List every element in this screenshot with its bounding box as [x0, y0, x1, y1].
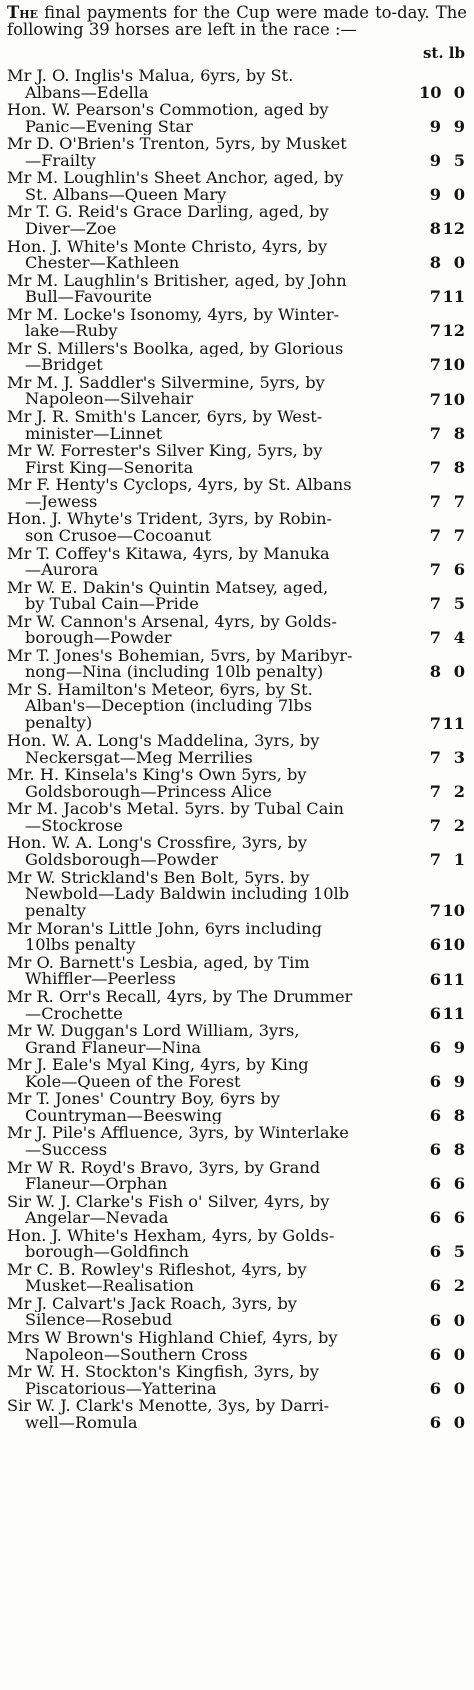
weight	[415, 82, 465, 102]
entry-line-3: penalty)	[25, 712, 93, 732]
weight-pounds: 0	[453, 253, 465, 273]
weight-stones: 7	[429, 423, 441, 443]
weight	[415, 491, 465, 511]
entry-line-1: Mr T. Jones's Bohemian, 5vrs, by Maribyr-	[7, 647, 353, 665]
list-item	[7, 204, 467, 238]
weight-stones: 6	[429, 935, 441, 955]
entry-line-2: minister—Linnet	[25, 425, 163, 443]
entry-line-2: well—Romula	[25, 1414, 138, 1432]
weight-pounds: 10	[442, 935, 465, 955]
weight	[415, 323, 465, 340]
weight-pounds: 9	[453, 1071, 465, 1091]
entry-line-1: Mr J. Calvart's Jack Roach, 3yrs, by	[7, 1295, 297, 1313]
entry-line-1: Mr W. H. Stockton's Kingfish, 3yrs, by	[7, 1364, 319, 1381]
list-item	[7, 733, 467, 767]
weight	[415, 781, 465, 801]
intro-paragraph	[7, 4, 467, 38]
list-item	[7, 1091, 467, 1125]
weight-stones: 7	[429, 560, 441, 580]
weight-pounds: 8	[453, 1140, 465, 1160]
weight	[415, 903, 465, 920]
entry-line-2: Countryman—Beeswing	[25, 1107, 223, 1125]
weight-pounds: 0	[453, 184, 465, 204]
list-item	[7, 1262, 467, 1296]
weight-pounds: 0	[453, 662, 465, 682]
weight	[415, 1176, 465, 1193]
weight-stones: 6	[429, 1071, 441, 1091]
entry-line-2: Kole—Queen of the Forest	[25, 1073, 241, 1091]
weight-pounds: 8	[453, 1105, 465, 1125]
weight-column-header: st. lb	[422, 44, 465, 62]
weight	[415, 423, 465, 443]
weight-pounds: 10	[442, 389, 465, 409]
weight	[415, 747, 465, 767]
weight-stones: 7	[429, 628, 441, 648]
entry-line-2: lake—Ruby	[25, 323, 118, 340]
weight	[415, 1310, 465, 1330]
weight	[415, 1105, 465, 1125]
entry-line-2: Piscatorious—Yatterina	[25, 1380, 217, 1398]
weight-stones: 6	[429, 1105, 441, 1125]
entry-line-2: Flaneur—Orphan	[25, 1176, 168, 1193]
weight-stones: 6	[429, 1174, 441, 1194]
weight-stones: 7	[429, 815, 441, 835]
entry-line-1: Hon. J. Whyte's Trident, 3yrs, by Robin-	[7, 511, 332, 528]
weight	[415, 562, 465, 579]
entry-line-2: Panic—Evening Star	[25, 118, 193, 136]
weight	[415, 1037, 465, 1057]
weight	[415, 457, 465, 477]
list-item	[7, 1023, 467, 1057]
entry-line-2: Diver—Zoe	[25, 220, 117, 238]
weight	[415, 116, 465, 136]
weight-pounds: 0	[453, 82, 465, 102]
weight-stones: 7	[429, 321, 441, 341]
weight-stones: 8	[429, 662, 441, 682]
weight-stones: 6	[429, 1208, 441, 1228]
weight-pounds: 7	[453, 491, 465, 511]
weight	[415, 1210, 465, 1227]
weight-pounds: 2	[453, 781, 465, 801]
weight	[415, 255, 465, 272]
weight-pounds: 6	[453, 1208, 465, 1228]
weight-pounds: 5	[453, 1242, 465, 1262]
entry-line-2: Silence—Rosebud	[25, 1312, 173, 1329]
weight-stones: 8	[429, 253, 441, 273]
entry-line-2: 10lbs penalty	[25, 937, 136, 954]
list-item	[7, 1364, 467, 1398]
weight-stones: 8	[429, 219, 441, 239]
weight-pounds: 7	[453, 526, 465, 546]
entry-line-1: Mr W. Forrester's Silver King, 5yrs, by	[7, 443, 323, 460]
entry-line-2: Angelar—Nevada	[25, 1210, 169, 1227]
entry-line-2: First King—Senorita	[25, 459, 194, 477]
entry-line-1: Mr T. Coffey's Kitawa, 4yrs, by Manuka	[7, 545, 330, 563]
list-item	[7, 409, 467, 443]
weight-pounds: 11	[442, 713, 465, 733]
intro-lead-word: The	[7, 3, 38, 22]
entry-line-1: Mr F. Henty's Cyclops, 4yrs, by St. Albans	[7, 477, 352, 494]
entry-line-1: Mr T. Jones' Country Boy, 6yrs by	[7, 1091, 280, 1108]
entry-line-1: Hon. W. Pearson's Commotion, aged by	[7, 102, 329, 119]
entry-line-1: Mr Moran's Little John, 6yrs including	[7, 920, 322, 938]
entry-line-1: Mr J. Pile's Affluence, 3yrs, by Winterlake	[7, 1125, 349, 1142]
entry-line-2: Alban's—Deception (including 7lbs	[25, 698, 313, 715]
entry-line-2: St. Albans—Queen Mary	[25, 186, 227, 204]
entry-line-2: —Jewess	[25, 493, 98, 511]
list-item	[7, 546, 467, 580]
entry-line-2: Grand Flaneur—Nina	[25, 1039, 202, 1057]
weight-stones: 6	[429, 1037, 441, 1057]
entry-line-2: —Stockrose	[25, 817, 123, 835]
entry-line-2: —Bridget	[25, 357, 103, 374]
weight-pounds: 12	[442, 321, 465, 341]
weight	[415, 184, 465, 204]
entry-line-1: Mr T. G. Reid's Grace Darling, aged, by	[7, 204, 329, 221]
weight-pounds: 4	[453, 628, 465, 648]
weight-pounds: 12	[442, 219, 465, 239]
weight-stones: 6	[429, 1412, 441, 1432]
weight-pounds: 10	[442, 901, 465, 921]
entry-line-2: nong—Nina (including 10lb penalty)	[25, 664, 324, 681]
entry-line-1: Mr O. Barnett's Lesbia, aged, by Tim	[7, 954, 310, 972]
entry-line-1: Mr J. Eale's Myal King, 4yrs, by King	[7, 1057, 309, 1074]
weight-stones: 6	[429, 1003, 441, 1023]
intro-text: final payments for the Cup were made to-day. The following 39 horses are left in the race :—	[7, 3, 467, 39]
list-item	[7, 1057, 467, 1091]
weight-stones: 9	[429, 150, 441, 170]
entry-line-1: Sir W. J. Clarke's Fish o' Silver, 4yrs, by	[7, 1193, 330, 1211]
weight-pounds: 9	[453, 116, 465, 136]
weight	[415, 1071, 465, 1091]
entry-line-1: Mr J. R. Smith's Lancer, 6yrs, by West-	[7, 409, 323, 426]
entry-line-1: Hon. W. A. Long's Crossfire, 3yrs, by	[7, 835, 308, 852]
list-item	[7, 870, 467, 921]
weight	[415, 664, 465, 681]
weight-pounds: 0	[453, 1310, 465, 1330]
weight-stones: 7	[429, 901, 441, 921]
weight-stones: 7	[429, 287, 441, 307]
list-item	[7, 989, 467, 1023]
weight-pounds: 0	[453, 1344, 465, 1364]
entry-line-1: Hon. J. White's Monte Christo, 4yrs, by	[7, 238, 328, 256]
weight-stones: 7	[429, 526, 441, 546]
entry-line-2: Goldsborough—Princess Alice	[25, 783, 272, 801]
list-item	[7, 511, 467, 545]
weight-pounds: 2	[453, 815, 465, 835]
weight	[415, 289, 465, 306]
weight-pounds: 5	[453, 150, 465, 170]
list-item	[7, 580, 467, 614]
weight-stones: 7	[429, 850, 441, 870]
entry-line-2: Neckersgat—Meg Merrilies	[25, 749, 253, 767]
weight	[415, 1344, 465, 1364]
entry-line-1: Mr. H. Kinsela's King's Own 5yrs, by	[7, 767, 307, 784]
list-item	[7, 477, 467, 511]
weight-stones: 7	[429, 389, 441, 409]
entry-line-1: Mr D. O'Brien's Trenton, 5yrs, by Musket	[7, 136, 347, 153]
weight-pounds: 11	[442, 287, 465, 307]
entry-line-1: Mr W. Strickland's Ben Bolt, 5yrs. by	[7, 869, 310, 887]
weight	[415, 221, 465, 238]
list-item	[7, 1296, 467, 1330]
weight-pounds: 8	[453, 423, 465, 443]
list-item	[7, 136, 467, 170]
weight-stones: 9	[429, 116, 441, 136]
weight	[415, 357, 465, 374]
entry-line-2: borough—Goldfinch	[25, 1244, 189, 1261]
weight-stones: 6	[429, 969, 441, 989]
weight-stones: 9	[429, 184, 441, 204]
weight-pounds: 9	[453, 1037, 465, 1057]
list-item	[7, 648, 467, 682]
weight-pounds: 0	[453, 1378, 465, 1398]
entry-line-1: Hon. W. A. Long's Maddelina, 3yrs, by	[7, 733, 320, 750]
weight	[415, 852, 465, 869]
entry-line-2: Chester—Kathleen	[25, 255, 180, 272]
list-item	[7, 1160, 467, 1194]
list-item	[7, 1228, 467, 1262]
weight-stones: 6	[429, 1242, 441, 1262]
entry-line-3: penalty	[25, 900, 86, 920]
list-item	[7, 68, 467, 102]
entry-line-1: Mrs W Brown's Highland Chief, 4yrs, by	[7, 1330, 338, 1347]
entry-line-1: Mr M. Laughlin's Britisher, aged, by John	[7, 272, 347, 290]
list-item	[7, 307, 467, 341]
weight-stones: 7	[429, 594, 441, 614]
weight-pounds: 10	[442, 355, 465, 375]
weight-stones: 10	[419, 82, 442, 102]
weight-stones: 7	[429, 747, 441, 767]
entry-line-1: Mr M. Jacob's Metal. 5yrs. by Tubal Cain	[7, 801, 344, 818]
list-item	[7, 273, 467, 307]
weight	[415, 1244, 465, 1261]
weight-stones: 6	[429, 1310, 441, 1330]
newspaper-column	[7, 4, 467, 1432]
list-item	[7, 801, 467, 835]
entry-line-1: Mr W R. Royd's Bravo, 3yrs, by Grand	[7, 1159, 321, 1177]
entry-line-1: Mr J. O. Inglis's Malua, 6yrs, by St.	[7, 68, 294, 85]
list-item	[7, 170, 467, 204]
weight-pounds: 5	[453, 594, 465, 614]
weight-stones: 7	[429, 491, 441, 511]
list-item	[7, 1125, 467, 1159]
entry-line-2: son Crusoe—Cocoanut	[25, 527, 211, 545]
weight-stones: 7	[429, 355, 441, 375]
entry-line-1: Mr S. Millers's Boolka, aged, by Glorious	[7, 340, 344, 358]
weight	[415, 1378, 465, 1398]
weight	[415, 1278, 465, 1295]
entry-line-1: Mr R. Orr's Recall, 4yrs, by The Drummer	[7, 989, 353, 1006]
weight-pounds: 6	[453, 560, 465, 580]
weight	[415, 815, 465, 835]
entries-list	[7, 68, 467, 1432]
weight-stones: 7	[429, 781, 441, 801]
entry-line-1: Mr W. Cannon's Arsenal, 4yrs, by Golds-	[7, 613, 337, 631]
list-item	[7, 921, 467, 955]
entry-line-1: Hon. J. White's Hexham, 4yrs, by Golds-	[7, 1227, 335, 1245]
weight-pounds: 11	[442, 969, 465, 989]
list-item	[7, 102, 467, 136]
list-item	[7, 835, 467, 869]
entry-line-2: Bull—Favourite	[25, 289, 152, 306]
weight	[415, 1412, 465, 1432]
weight-stones: 6	[429, 1276, 441, 1296]
weight	[415, 150, 465, 170]
list-item	[7, 375, 467, 409]
entry-line-2: by Tubal Cain—Pride	[25, 596, 199, 613]
weight	[415, 1142, 465, 1159]
entry-line-1: Mr W. Duggan's Lord William, 3yrs,	[7, 1023, 300, 1040]
weight-pounds: 0	[453, 1412, 465, 1432]
entry-line-2: Newbold—Lady Baldwin including 10lb	[25, 886, 350, 903]
entry-line-2: —Crochette	[25, 1005, 123, 1022]
list-item	[7, 1398, 467, 1432]
list-item	[7, 614, 467, 648]
entry-line-2: Whiffler—Peerless	[25, 971, 176, 988]
weight-pounds: 11	[442, 1003, 465, 1023]
entry-line-2: Musket—Realisation	[25, 1278, 194, 1295]
list-item	[7, 1194, 467, 1228]
entry-line-1: Sir W. J. Clark's Menotte, 3ys, by Darri-	[7, 1398, 330, 1415]
weight	[415, 937, 465, 954]
list-item	[7, 341, 467, 375]
list-item	[7, 682, 467, 733]
weight-stones: 6	[429, 1378, 441, 1398]
entry-line-2: borough—Powder	[25, 630, 172, 647]
entry-line-1: Mr M. Locke's Isonomy, 4yrs, by Winter-	[7, 306, 340, 324]
weight-pounds: 1	[453, 850, 465, 870]
weight	[415, 969, 465, 989]
weight-stones: 7	[429, 713, 441, 733]
weight	[415, 1003, 465, 1023]
entry-line-2: Goldsborough—Powder	[25, 851, 219, 869]
entry-line-1: Mr C. B. Rowley's Rifleshot, 4yrs, by	[7, 1261, 307, 1279]
entry-line-1: Mr M. J. Saddler's Silvermine, 5yrs, by	[7, 374, 325, 392]
list-item	[7, 443, 467, 477]
entry-line-1: Mr W. E. Dakin's Quintin Matsey, aged,	[7, 579, 329, 597]
entry-line-1: Mr S. Hamilton's Meteor, 6yrs, by St.	[7, 681, 313, 699]
entry-line-2: Napoleon—Silvehair	[25, 391, 194, 408]
list-item	[7, 955, 467, 989]
entry-line-2: —Frailty	[25, 152, 96, 170]
weight	[415, 596, 465, 613]
entry-line-2: Napoleon—Southern Cross	[25, 1346, 248, 1364]
weight	[415, 389, 465, 409]
weight-pounds: 8	[453, 457, 465, 477]
weight	[415, 630, 465, 647]
weight-pounds: 2	[453, 1276, 465, 1296]
weight-pounds: 6	[453, 1174, 465, 1194]
list-item	[7, 1330, 467, 1364]
entry-line-2: —Success	[25, 1141, 108, 1159]
weight	[415, 528, 465, 545]
weight-stones: 7	[429, 457, 441, 477]
list-item	[7, 239, 467, 273]
entry-line-2: Albans—Edella	[25, 84, 149, 101]
weight-pounds: 3	[453, 747, 465, 767]
entry-line-1: Mr M. Loughlin's Sheet Anchor, aged, by	[7, 170, 344, 187]
entry-line-2: —Aurora	[25, 562, 99, 579]
weight	[415, 713, 465, 733]
list-item	[7, 767, 467, 801]
weight-stones: 6	[429, 1344, 441, 1364]
weight-stones: 6	[429, 1140, 441, 1160]
